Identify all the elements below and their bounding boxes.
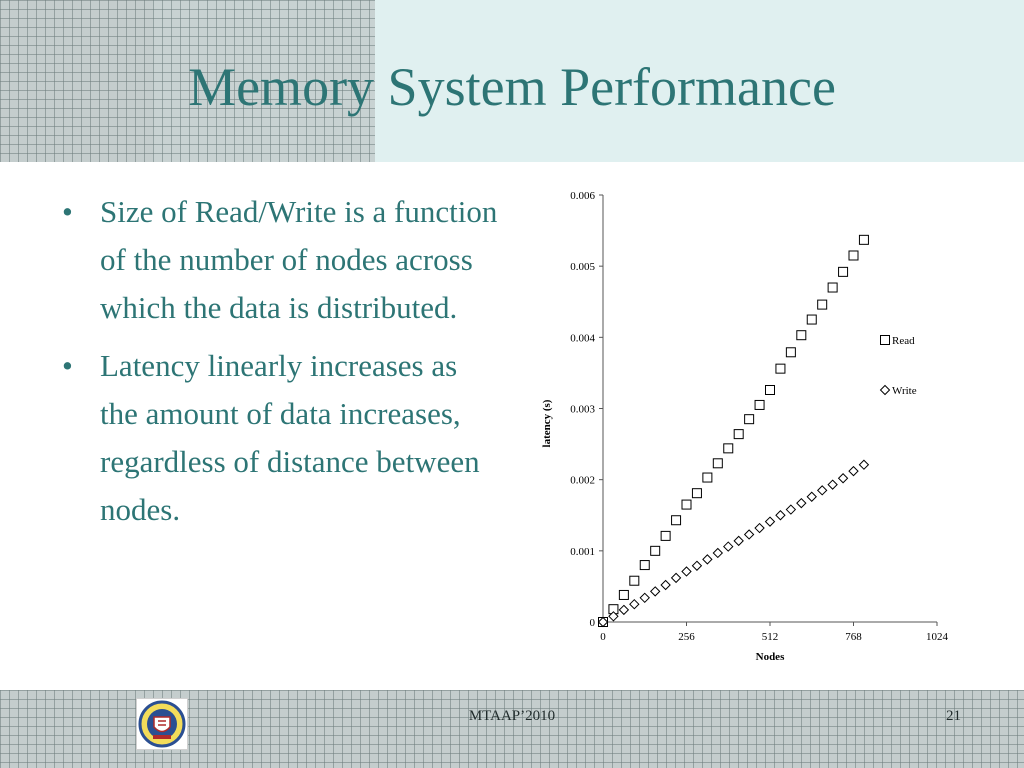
write-data-point xyxy=(651,587,660,596)
read-data-point xyxy=(724,444,733,453)
y-tick-label: 0.006 xyxy=(570,190,595,202)
write-data-point xyxy=(682,567,691,576)
read-data-point xyxy=(692,489,701,498)
bullet-item xyxy=(62,188,502,332)
read-data-point xyxy=(807,315,816,324)
write-data-point xyxy=(818,486,827,495)
y-tick-label: 0.004 xyxy=(570,332,595,345)
x-tick-label: 256 xyxy=(678,631,695,643)
read-data-point xyxy=(640,561,649,570)
write-data-point xyxy=(640,593,649,602)
bullet-list xyxy=(62,188,502,544)
legend-read-label: Read xyxy=(892,335,915,347)
write-data-point xyxy=(776,511,785,520)
x-tick-label: 1024 xyxy=(926,631,948,643)
y-tick-label: 0 xyxy=(589,617,595,629)
y-axis-title: latency (s) xyxy=(541,399,553,448)
read-data-point xyxy=(734,430,743,439)
write-data-point xyxy=(703,555,712,564)
read-data-point xyxy=(682,500,691,509)
write-data-point xyxy=(828,480,837,489)
read-data-point xyxy=(713,459,722,468)
read-data-point xyxy=(651,546,660,555)
legend-write-label: Write xyxy=(892,385,917,397)
read-data-point xyxy=(839,267,848,276)
x-tick-label: 512 xyxy=(761,631,779,643)
bullet-text: Latency linearly increases as the amount of data increases, regardless of distance between nodes. xyxy=(100,348,480,527)
bullet-icon: • xyxy=(62,194,73,229)
y-tick-label: 0.003 xyxy=(570,403,595,416)
legend-write-marker-icon xyxy=(881,386,890,395)
chart-marks xyxy=(599,235,869,626)
write-data-point xyxy=(630,600,639,609)
write-data-point xyxy=(797,499,806,508)
write-data-point xyxy=(807,492,816,501)
read-data-point xyxy=(661,531,670,540)
read-data-point xyxy=(818,300,827,309)
read-data-point xyxy=(619,590,628,599)
bullet-text: Size of Read/Write is a function of the number of nodes across which the data is distributed. xyxy=(100,194,498,325)
read-data-point xyxy=(797,331,806,340)
read-data-point xyxy=(859,235,868,244)
read-data-point xyxy=(672,516,681,525)
read-data-point xyxy=(630,576,639,585)
write-data-point xyxy=(713,548,722,557)
write-data-point xyxy=(859,460,868,469)
read-data-point xyxy=(828,283,837,292)
write-data-point xyxy=(849,467,858,476)
slide-title: Memory System Performance xyxy=(188,57,836,117)
write-data-point xyxy=(839,474,848,483)
read-data-point xyxy=(745,415,754,424)
write-data-point xyxy=(766,517,775,526)
x-axis-title: Nodes xyxy=(755,651,785,663)
university-logo-icon xyxy=(136,698,188,750)
write-data-point xyxy=(745,530,754,539)
write-data-point xyxy=(755,524,764,533)
latency-scatter-chart xyxy=(515,180,975,680)
write-data-point xyxy=(724,542,733,551)
x-tick-label: 0 xyxy=(600,631,606,643)
y-tick-label: 0.005 xyxy=(570,261,595,274)
write-data-point xyxy=(672,573,681,582)
read-data-point xyxy=(766,385,775,394)
read-data-point xyxy=(703,473,712,482)
y-tick-label: 0.002 xyxy=(570,474,595,487)
read-data-point xyxy=(849,251,858,260)
legend-read-marker-icon xyxy=(881,336,890,345)
bullet-icon: • xyxy=(62,348,73,383)
read-data-point xyxy=(786,348,795,357)
footer-text: MTAAP’2010 xyxy=(468,708,556,724)
write-data-point xyxy=(734,536,743,545)
bullet-item xyxy=(62,342,502,534)
write-data-point xyxy=(619,605,628,614)
slide-number: 21 xyxy=(946,708,961,724)
read-data-point xyxy=(755,400,764,409)
chart-axes xyxy=(541,190,949,663)
x-tick-label: 768 xyxy=(845,631,862,643)
write-data-point xyxy=(692,561,701,570)
y-tick-label: 0.001 xyxy=(570,545,595,558)
write-data-point xyxy=(661,580,670,589)
chart-legend xyxy=(881,335,917,397)
write-data-point xyxy=(786,505,795,514)
read-data-point xyxy=(776,364,785,373)
